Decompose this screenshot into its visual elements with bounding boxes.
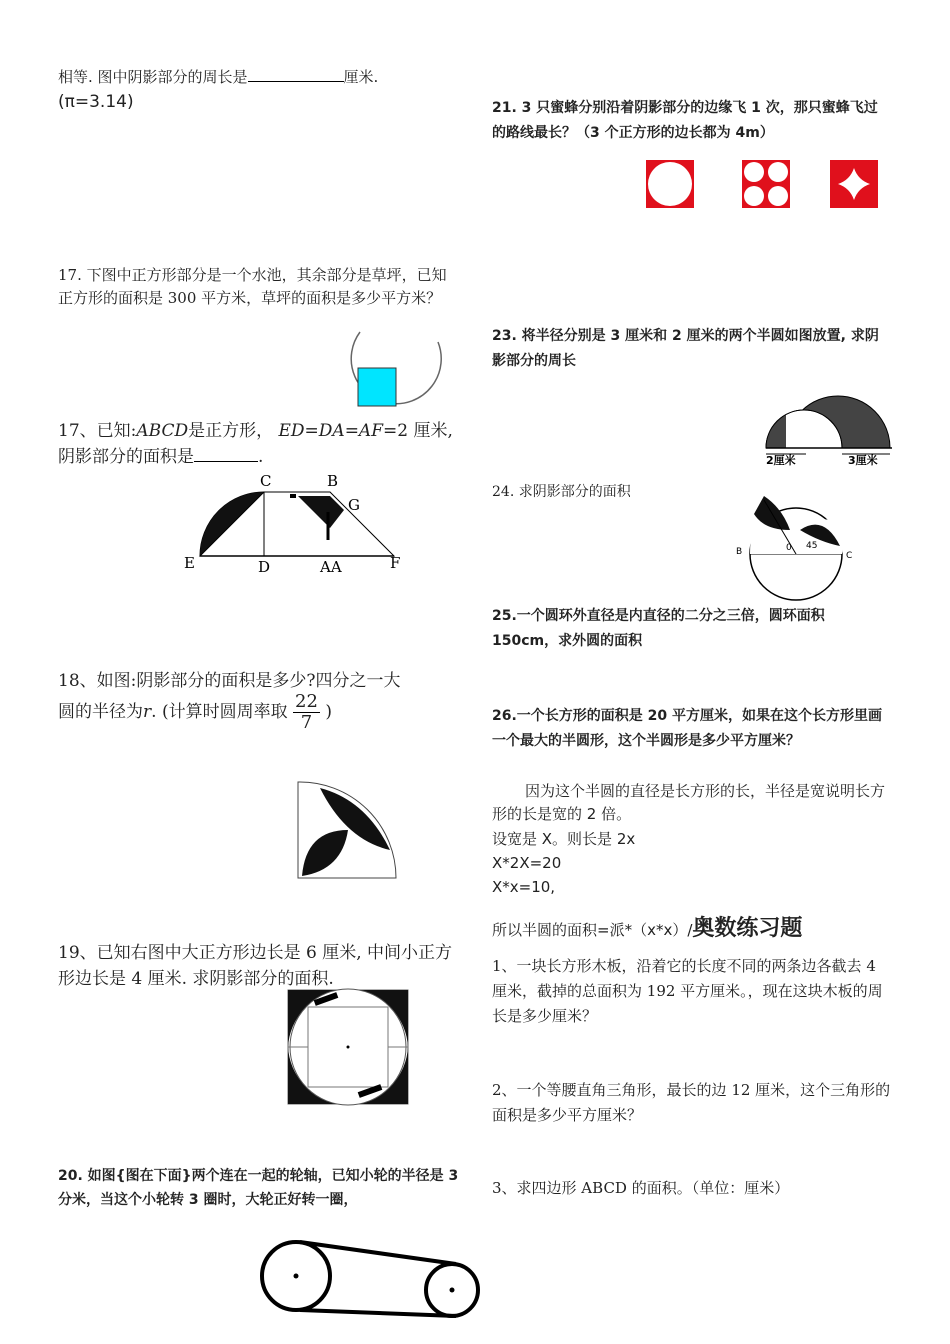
question-1-text: 1、一块长方形木板，沿着它的长度不同的两条边各截去 4 厘米，截掉的总面积为 192 平方厘米。，现在这块木板的周长是多少厘米？ [492, 957, 883, 1025]
answer-blank [248, 67, 344, 82]
problem-25-text: 25.一个圆环外直径是内直径的二分之三倍，圆环面积 150cm，求外圆的面积 [492, 608, 825, 649]
problem-23-text: 23. 将半径分别是 3 厘米和 2 厘米的两个半圆如图放置, 求阴影部分的周长 [492, 328, 879, 369]
problem-16-text: 相等. 图中阴影部分的周长是 厘米. (π=3.14) [58, 68, 379, 113]
shaded-leaf-lower [302, 830, 348, 876]
label-e: E [184, 554, 195, 572]
question-2-text: 2、一个等腰直角三角形，最长的边 12 厘米，这个三角形的面积是多少平方厘米？ [492, 1081, 891, 1124]
fraction-22-7: $\frac{22}{7}$ [295, 691, 318, 733]
label-o: 0 [786, 543, 792, 553]
problem-17a-text: 17. 下图中正方形部分是一个水池，其余部分是草坪，已知正方形的面积是 300 平方米，草坪的面积是多少平方米？ [58, 266, 447, 308]
label-b: B [736, 547, 743, 557]
figure-pool [350, 330, 450, 410]
figure-trapezoid [180, 472, 420, 582]
label-g: G [348, 496, 360, 514]
problem-26-answer-5: 所以半圆的面积=派*（x*x）/奥数练习题 [492, 916, 803, 941]
problem-20-text: 20. 如图{图在下面}两个连在一起的轮轴，已知小轮的半径是 3 分米，当这个小轮转 3 圈时，大轮正好转一圈， [58, 1168, 459, 1208]
label-2cm: 2厘米 [766, 454, 796, 467]
label-45: 45 [806, 541, 818, 551]
pool-square [358, 368, 396, 406]
figure-bee-squares [646, 160, 886, 210]
question-3-text: 3、求四边形 ABCD 的面积。（单位：厘米） [492, 1179, 790, 1197]
problem-18-text-line2: 圆的半径为r. (计算时圆周率取 $\frac{22}{7}$ ) [58, 691, 332, 733]
problem-19-text: 19、已知右图中大正方形边长是 6 厘米, 中间小正方形边长是 4 厘米. 求阴影部分的面积. [58, 943, 453, 990]
problem-26-text: 26.一个长方形的面积是 20 平方厘米，如果在这个长方形里画一个最大的半圆形，这个半圆形是多少平方厘米？ [492, 708, 883, 749]
figure-semicircles [762, 388, 902, 468]
label-aa: AA [320, 558, 342, 576]
figure-quarter-circle [296, 780, 406, 880]
label-c: C [846, 551, 853, 561]
problem-26-answer-1: 因为这个半圆的直径是长方形的长，半径是宽说明长方形的长是宽的 2 倍。 [492, 782, 886, 824]
problem-21-text: 21. 3 只蜜蜂分别沿着阴影部分的边缘飞 1 次，那只蜜蜂飞过的路线最长？（3 个正方形的边长都为 4m） [492, 100, 878, 141]
figure-pulleys [260, 1234, 490, 1324]
problem-18-text: 18、如图:阴影部分的面积是多少?四分之一大 [58, 671, 401, 691]
figure-squares-circle [286, 988, 410, 1106]
label-c: C [260, 472, 272, 490]
label-3cm: 3厘米 [848, 454, 878, 467]
label-b: B [327, 472, 339, 490]
answer-blank [194, 447, 258, 462]
figure-circle-45 [734, 490, 864, 600]
label-d: D [258, 558, 271, 576]
problem-17b-text: 17、已知:ABCD是正方形， ED=DA=AF=2 厘米, 阴影部分的面积是 . [58, 421, 453, 468]
section-heading: 奥数练习题 [692, 916, 803, 941]
label-f: F [390, 554, 401, 572]
problem-24-text: 24. 求阴影部分的面积 [492, 484, 631, 500]
problem-26-answer-3: X*2X=20 [492, 854, 562, 872]
shaded-region-right [298, 496, 344, 528]
problem-26-answer-4: X*x=10, [492, 878, 556, 896]
problem-26-answer-2: 设宽是 X。则长是 2x [492, 830, 636, 848]
